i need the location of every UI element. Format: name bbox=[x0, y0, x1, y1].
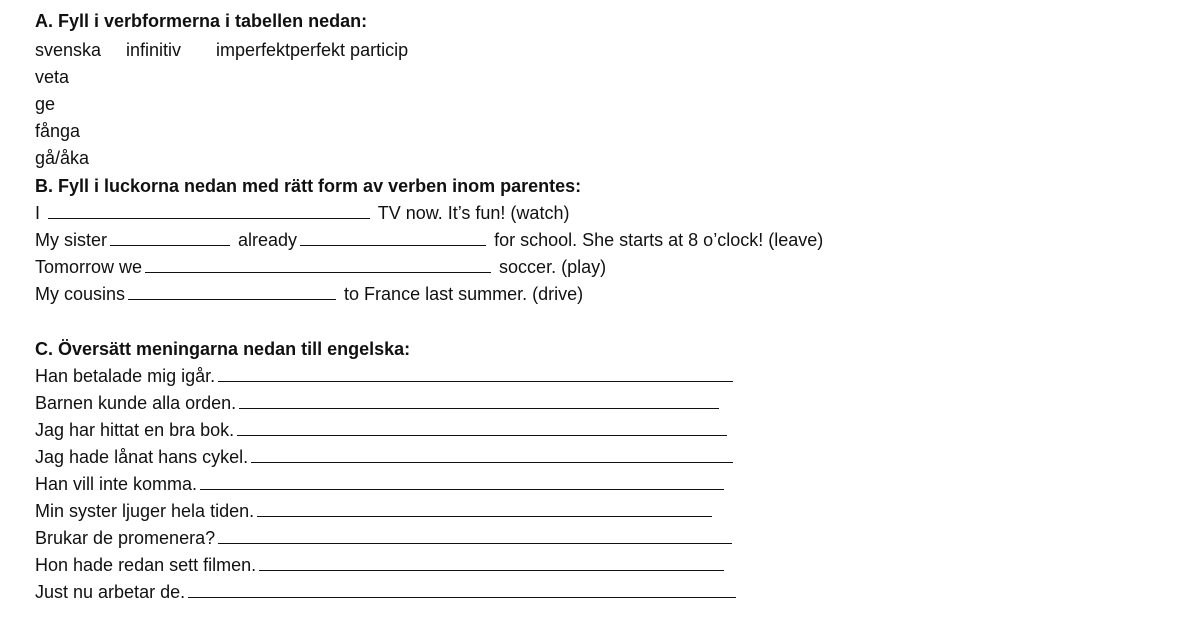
answer-blank[interactable] bbox=[300, 229, 486, 246]
sentence-text: soccer. (play) bbox=[499, 257, 607, 277]
col-svenska: svenska bbox=[35, 40, 102, 60]
translate-row bbox=[35, 392, 722, 414]
sentence-text: Hon hade redan sett filmen. bbox=[35, 555, 257, 575]
answer-blank[interactable] bbox=[145, 256, 491, 273]
translate-row bbox=[35, 473, 727, 495]
sentence-text: to France last summer. (drive) bbox=[344, 284, 584, 304]
sentence-text: Han betalade mig igår. bbox=[35, 366, 216, 386]
answer-blank[interactable] bbox=[128, 283, 336, 300]
answer-blank[interactable] bbox=[251, 446, 733, 463]
sentence-text: Tomorrow we bbox=[35, 257, 143, 277]
col-perfekt-particip: perfekt particip bbox=[290, 40, 409, 60]
answer-blank[interactable] bbox=[200, 473, 724, 490]
verb-row: veta bbox=[35, 67, 70, 87]
translate-row bbox=[35, 527, 735, 549]
answer-blank[interactable] bbox=[218, 365, 733, 382]
answer-blank[interactable] bbox=[188, 581, 736, 598]
answer-blank[interactable] bbox=[110, 229, 230, 246]
sentence-text: Jag hade lånat hans cykel. bbox=[35, 447, 249, 467]
sentence-text: Han vill inte komma. bbox=[35, 474, 198, 494]
col-infinitiv: infinitiv bbox=[126, 40, 182, 60]
answer-blank[interactable] bbox=[218, 527, 732, 544]
col-imperfekt: imperfekt bbox=[216, 40, 291, 60]
verb-row: fånga bbox=[35, 121, 81, 141]
sentence-text: for school. She starts at 8 o’clock! (leave) bbox=[494, 230, 824, 250]
translate-row bbox=[35, 554, 727, 576]
sentence-text: Just nu arbetar de. bbox=[35, 582, 186, 602]
fill-sentence-1 bbox=[35, 202, 569, 224]
translate-row bbox=[35, 419, 730, 441]
section-c-heading: C. Översätt meningarna nedan till engelska: bbox=[35, 339, 411, 359]
fill-sentence-3 bbox=[35, 256, 606, 278]
sentence-text: Barnen kunde alla orden. bbox=[35, 393, 237, 413]
table-header-row bbox=[35, 39, 408, 61]
verb-row: ge bbox=[35, 94, 56, 114]
sentence-text: Min syster ljuger hela tiden. bbox=[35, 501, 255, 521]
sentence-text: My sister bbox=[35, 230, 107, 250]
section-b-heading: B. Fyll i luckorna nedan med rätt form av verben inom parentes: bbox=[35, 176, 582, 196]
answer-blank[interactable] bbox=[259, 554, 724, 571]
answer-blank[interactable] bbox=[239, 392, 719, 409]
sentence-text: Brukar de promenera? bbox=[35, 528, 216, 548]
fill-sentence-4 bbox=[35, 283, 583, 305]
section-a-heading: A. Fyll i verbformerna i tabellen nedan: bbox=[35, 11, 368, 31]
answer-blank[interactable] bbox=[237, 419, 727, 436]
translate-row bbox=[35, 500, 715, 522]
translate-row bbox=[35, 365, 736, 387]
answer-blank[interactable] bbox=[48, 202, 370, 219]
answer-blank[interactable] bbox=[257, 500, 712, 517]
sentence-text: My cousins bbox=[35, 284, 126, 304]
translate-row bbox=[35, 581, 739, 603]
fill-sentence-2 bbox=[35, 229, 823, 251]
verb-row: gå/åka bbox=[35, 148, 90, 168]
sentence-text: I bbox=[35, 203, 41, 223]
sentence-text: Jag har hittat en bra bok. bbox=[35, 420, 235, 440]
translate-row bbox=[35, 446, 736, 468]
sentence-text: TV now. It’s fun! (watch) bbox=[377, 203, 570, 223]
sentence-text: already bbox=[238, 230, 298, 250]
